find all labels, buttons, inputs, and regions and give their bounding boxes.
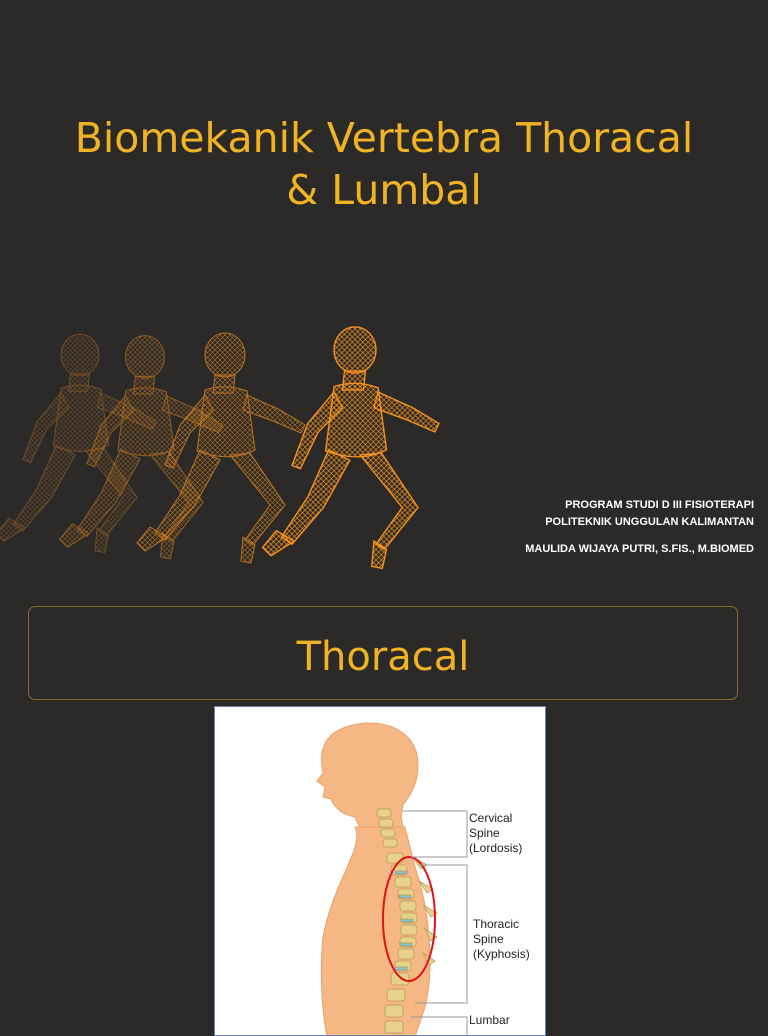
lumbar-label-line-1: Lumbar — [469, 1013, 510, 1027]
lumbar-label — [469, 1013, 510, 1028]
cervical-label-line-1: Cervical — [469, 811, 513, 825]
running-figures-illustration — [0, 315, 440, 580]
cervical-label-line-3: (Lordosis) — [469, 841, 523, 855]
program-name: PROGRAM STUDI D III FISIOTERAPI — [565, 499, 754, 511]
section-title: Thoracal — [296, 634, 470, 680]
thoracic-label-line-1: Thoracic — [473, 917, 520, 931]
author-name: MAULIDA WIJAYA PUTRI, S.FIS., M.BIOMED — [525, 543, 754, 555]
title-line-1: Biomekanik Vertebra Thoracal — [74, 114, 694, 162]
thoracic-label-line-2: Spine — [473, 932, 504, 946]
spine-anatomy-figure — [214, 706, 546, 1036]
institution-name: POLITEKNIK UNGGULAN KALIMANTAN — [545, 516, 754, 528]
credits-block — [525, 497, 754, 558]
slide-title — [0, 112, 768, 216]
title-line-2: & Lumbal — [286, 166, 482, 214]
runner-main — [263, 327, 439, 569]
thoracic-label — [473, 917, 530, 962]
cervical-label-line-2: Spine — [469, 826, 500, 840]
thoracic-label-line-3: (Kyphosis) — [473, 947, 530, 961]
cervical-label — [469, 811, 522, 856]
section-header-box — [28, 606, 738, 700]
spine-illustration — [215, 707, 546, 1036]
